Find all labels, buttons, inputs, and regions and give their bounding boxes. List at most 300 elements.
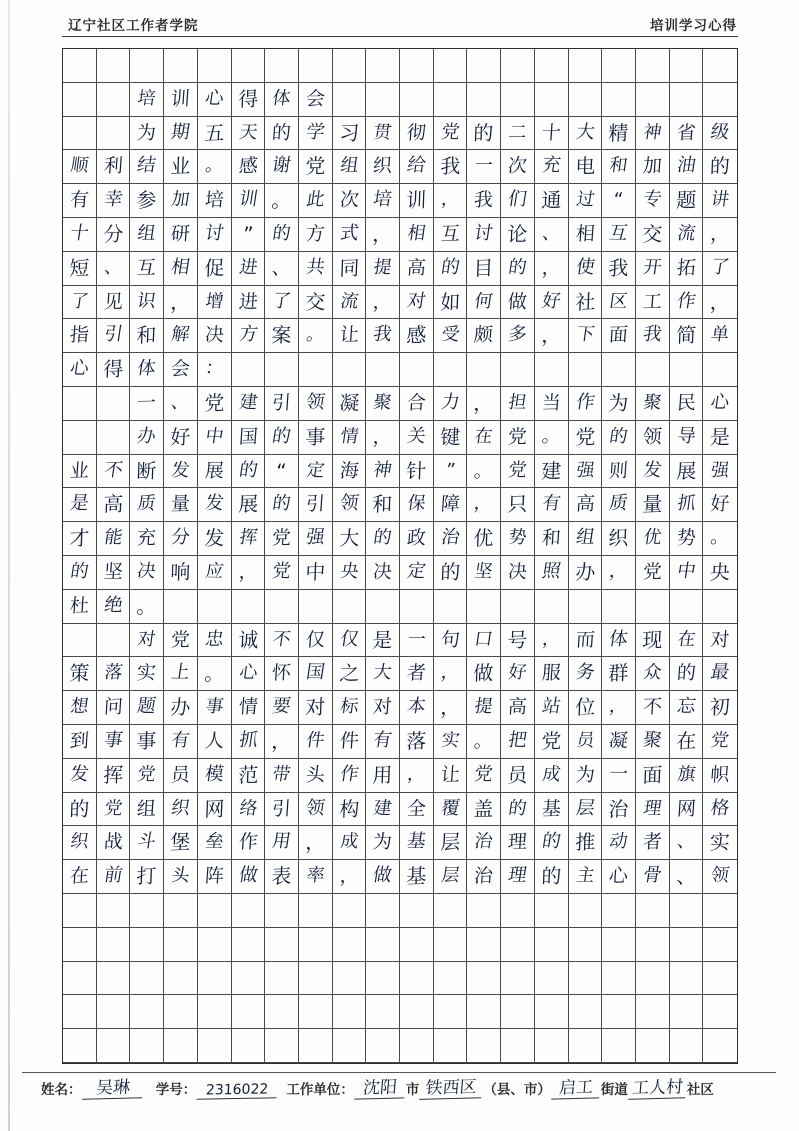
grid-cell — [299, 725, 333, 759]
handwritten-character: 中 — [304, 560, 326, 585]
handwritten-character: 帜 — [709, 763, 731, 786]
grid-cell — [703, 319, 737, 353]
grid-cell — [636, 455, 670, 489]
handwritten-character: 员 — [574, 730, 596, 752]
grid-cell — [265, 184, 299, 218]
handwritten-character: 我 — [641, 324, 664, 346]
grid-cell — [299, 995, 333, 1029]
grid-cell — [636, 1029, 670, 1063]
grid-cell — [636, 117, 670, 151]
grid-cell — [636, 995, 670, 1029]
handwritten-character: 天 — [237, 121, 259, 144]
grid-cell — [467, 387, 501, 421]
handwritten-character: 的 — [271, 121, 292, 144]
grid-cell — [467, 691, 501, 725]
handwritten-character: 党 — [102, 797, 124, 820]
handwritten-character: 五 — [203, 120, 225, 146]
grid-cell — [333, 421, 367, 455]
grid-cell — [299, 793, 333, 827]
handwritten-character: 担 — [507, 392, 528, 414]
grid-cell — [198, 455, 232, 489]
handwritten-character: 响 — [170, 560, 191, 585]
handwritten-character: 发 — [68, 763, 91, 786]
grid-cell — [602, 455, 636, 489]
grid-cell — [299, 353, 333, 387]
handwritten-character: 事 — [304, 424, 326, 450]
handwritten-character: 盖 — [473, 796, 495, 822]
grid-cell — [198, 1029, 232, 1063]
grid-cell — [366, 286, 400, 320]
grid-cell — [400, 522, 434, 556]
grid-cell — [670, 353, 704, 387]
grid-cell — [400, 691, 434, 725]
grid-cell — [670, 928, 704, 962]
grid-cell — [164, 657, 198, 691]
grid-cell — [670, 962, 704, 996]
grid-cell — [366, 319, 400, 353]
handwritten-character: 上 — [169, 662, 192, 684]
handwritten-character: 的 — [68, 796, 90, 822]
grid-cell — [400, 556, 434, 590]
handwritten-character: 的 — [507, 257, 528, 279]
grid-cell — [130, 1029, 164, 1063]
grid-cell — [63, 319, 97, 353]
handwritten-character: 件 — [338, 729, 360, 753]
grid-cell — [164, 860, 198, 894]
handwritten-character: 势 — [507, 527, 528, 549]
grid-cell — [97, 1029, 131, 1063]
grid-cell — [232, 218, 266, 252]
handwritten-character: 治 — [608, 796, 629, 822]
handwritten-character: 用 — [270, 831, 293, 853]
grid-cell — [333, 488, 367, 522]
handwritten-character: 领 — [304, 392, 327, 414]
handwritten-character: 忘 — [675, 696, 697, 718]
grid-cell — [366, 590, 400, 624]
handwritten-character: 现 — [641, 627, 663, 653]
grid-cell — [198, 624, 232, 658]
grid-cell — [670, 860, 704, 894]
handwritten-character: 者 — [406, 662, 427, 685]
handwritten-character: 流 — [675, 223, 697, 245]
grid-cell — [164, 691, 198, 725]
grid-cell — [198, 117, 232, 151]
grid-cell — [63, 49, 97, 83]
grid-cell — [63, 387, 97, 421]
handwritten-character: ， — [405, 764, 427, 786]
grid-cell — [636, 150, 670, 184]
grid-cell — [501, 319, 535, 353]
handwritten-character: 提 — [372, 257, 394, 279]
grid-cell — [535, 962, 569, 996]
grid-cell — [602, 759, 636, 793]
handwritten-character: 对 — [709, 628, 731, 651]
grid-cell — [232, 657, 266, 691]
handwritten-character: 了 — [709, 256, 732, 279]
grid-cell — [670, 894, 704, 928]
grid-cell — [130, 421, 164, 455]
grid-cell — [434, 49, 468, 83]
handwritten-character: 力 — [439, 392, 461, 414]
handwritten-character: 件 — [304, 730, 326, 752]
grid-cell — [434, 759, 468, 793]
handwritten-character: 一 — [136, 391, 158, 415]
grid-cell — [636, 319, 670, 353]
grid-cell — [703, 826, 737, 860]
grid-cell — [333, 150, 367, 184]
grid-cell — [535, 522, 569, 556]
handwritten-character: 我 — [608, 255, 629, 281]
street-value[interactable]: 启工 — [551, 1079, 601, 1100]
grid-cell — [232, 556, 266, 590]
grid-cell — [333, 995, 367, 1029]
grid-cell — [703, 556, 737, 590]
grid-cell — [366, 691, 400, 725]
grid-cell — [400, 319, 434, 353]
grid-cell — [63, 421, 97, 455]
grid-cell — [434, 286, 468, 320]
grid-cell — [636, 894, 670, 928]
grid-cell — [400, 624, 434, 658]
grid-cell — [467, 793, 501, 827]
handwritten-character: 和 — [540, 526, 562, 550]
grid-cell — [299, 657, 333, 691]
handwritten-character: 为 — [574, 763, 596, 786]
grid-cell — [333, 49, 367, 83]
grid-cell — [535, 1029, 569, 1063]
handwritten-character: 治 — [439, 527, 461, 549]
grid-cell — [569, 962, 603, 996]
handwritten-character: 实 — [136, 662, 158, 685]
grid-cell — [703, 590, 737, 624]
grid-cell — [299, 962, 333, 996]
handwritten-character: ， — [372, 290, 393, 313]
grid-cell — [299, 556, 333, 590]
grid-cell — [569, 928, 603, 962]
grid-cell — [636, 928, 670, 962]
grid-cell — [501, 928, 535, 962]
handwritten-character: 发 — [203, 526, 225, 551]
grid-cell — [164, 286, 198, 320]
handwritten-character: 了 — [270, 290, 293, 312]
grid-cell — [467, 184, 501, 218]
grid-cell — [400, 759, 434, 793]
grid-cell — [265, 894, 299, 928]
handwritten-character: 动 — [608, 831, 630, 853]
grid-cell — [602, 117, 636, 151]
grid-cell — [333, 387, 367, 421]
handwritten-character: 使 — [574, 256, 596, 279]
grid-cell — [400, 218, 434, 252]
handwritten-character: 的 — [372, 527, 394, 549]
manuscript-grid-sheet — [62, 48, 738, 1064]
grid-cell — [265, 218, 299, 252]
handwritten-character: 引 — [271, 797, 292, 820]
handwritten-character: 办 — [574, 560, 596, 585]
handwritten-character: 党 — [540, 729, 562, 754]
grid-cell — [535, 49, 569, 83]
grid-cell — [467, 353, 501, 387]
grid-cell — [400, 150, 434, 184]
handwritten-character: 利 — [102, 155, 124, 178]
handwritten-character: ， — [304, 830, 326, 856]
grid-cell — [63, 657, 97, 691]
handwritten-character: 治 — [473, 864, 495, 888]
handwritten-character: 和 — [372, 492, 394, 518]
handwritten-character: 一 — [473, 155, 495, 177]
grid-cell — [703, 387, 737, 421]
grid-cell — [670, 49, 704, 83]
grid-cell — [265, 826, 299, 860]
handwritten-character: 。 — [136, 593, 158, 619]
handwritten-character: 中 — [675, 561, 697, 583]
handwritten-character: 不 — [102, 459, 124, 481]
grid-cell — [366, 624, 400, 658]
grid-cell — [703, 150, 737, 184]
handwritten-character: 体 — [607, 628, 630, 650]
handwritten-character: 前 — [102, 865, 124, 887]
handwritten-character: 充 — [540, 155, 563, 177]
grid-cell — [434, 590, 468, 624]
grid-cell — [535, 894, 569, 928]
handwritten-character: 组 — [136, 223, 158, 245]
grid-cell — [265, 421, 299, 455]
grid-cell — [164, 455, 198, 489]
grid-cell — [97, 286, 131, 320]
grid-cell — [636, 252, 670, 286]
grid-cell — [569, 691, 603, 725]
grid-cell — [535, 252, 569, 286]
grid-cell — [434, 556, 468, 590]
grid-cell — [232, 759, 266, 793]
handwritten-character: 好 — [507, 662, 528, 684]
handwritten-character: 优 — [473, 526, 495, 551]
grid-cell — [535, 286, 569, 320]
grid-cell — [333, 928, 367, 962]
handwritten-character: 率 — [304, 865, 326, 887]
handwritten-character: 分 — [169, 527, 192, 549]
grid-cell — [265, 995, 299, 1029]
grid-cell — [501, 590, 535, 624]
grid-cell — [63, 117, 97, 151]
handwritten-character: 关 — [405, 425, 428, 448]
handwritten-character: 习 — [338, 120, 360, 146]
student-id-label: 学号： — [155, 1082, 197, 1098]
handwritten-character: 培 — [136, 88, 158, 110]
grid-cell — [602, 150, 636, 184]
grid-cell — [198, 995, 232, 1029]
grid-cell — [97, 962, 131, 996]
grid-cell — [467, 455, 501, 489]
handwritten-character: 范 — [237, 762, 259, 788]
handwritten-character: 为 — [136, 121, 158, 144]
handwritten-character: 。 — [304, 324, 326, 346]
footer-fields-row — [40, 1078, 715, 1099]
grid-cell — [569, 252, 603, 286]
handwritten-character: ， — [237, 560, 259, 584]
handwritten-character: 实 — [439, 730, 461, 752]
grid-cell — [703, 455, 737, 489]
grid-cell — [602, 252, 636, 286]
grid-cell — [569, 387, 603, 421]
grid-cell — [636, 184, 670, 218]
handwritten-character: 定 — [405, 561, 428, 583]
grid-cell — [467, 522, 501, 556]
handwritten-character: ， — [372, 222, 394, 247]
grid-cell — [467, 962, 501, 996]
grid-cell — [636, 286, 670, 320]
grid-cell — [232, 455, 266, 489]
grid-cell — [467, 218, 501, 252]
grid-cell — [232, 252, 266, 286]
grid-cell — [670, 252, 704, 286]
grid-cell — [366, 759, 400, 793]
handwritten-character: 聚 — [641, 730, 664, 752]
grid-cell — [400, 962, 434, 996]
handwritten-character: 次 — [338, 188, 360, 212]
handwritten-character: 表 — [271, 864, 292, 889]
grid-cell — [164, 488, 198, 522]
grid-cell — [164, 590, 198, 624]
handwritten-character: 领 — [338, 493, 360, 515]
grid-cell — [366, 252, 400, 286]
grid-cell — [366, 522, 400, 556]
grid-cell — [467, 995, 501, 1029]
handwritten-character: 得 — [102, 357, 124, 382]
grid-cell — [198, 387, 232, 421]
handwritten-character: 海 — [338, 459, 360, 482]
grid-cell — [97, 218, 131, 252]
handwritten-character: 交 — [304, 289, 326, 315]
handwritten-character: ， — [608, 561, 630, 583]
grid-cell — [703, 759, 737, 793]
grid-cell — [130, 691, 164, 725]
grid-cell — [569, 793, 603, 827]
grid-cell — [400, 793, 434, 827]
grid-cell — [467, 657, 501, 691]
grid-cell — [636, 421, 670, 455]
grid-cell — [501, 691, 535, 725]
grid-cell — [467, 556, 501, 590]
grid-cell — [501, 421, 535, 455]
handwritten-character: 展 — [203, 459, 225, 482]
grid-cell — [535, 995, 569, 1029]
handwritten-character: 覆 — [439, 797, 461, 819]
handwritten-character: 好 — [709, 493, 731, 516]
grid-cell — [97, 759, 131, 793]
grid-cell — [130, 556, 164, 590]
grid-cell — [703, 793, 737, 827]
grid-cell — [535, 860, 569, 894]
handwritten-character: 大 — [338, 526, 360, 551]
grid-cell — [130, 150, 164, 184]
handwritten-character: 。 — [203, 155, 225, 177]
handwritten-character: 识 — [136, 290, 158, 312]
handwritten-character: 民 — [675, 391, 697, 415]
grid-cell — [636, 793, 670, 827]
grid-cell — [97, 995, 131, 1029]
handwritten-character: 感 — [237, 155, 259, 178]
grid-cell — [130, 793, 164, 827]
grid-cell — [569, 286, 603, 320]
grid-cell — [299, 894, 333, 928]
handwritten-character: 事 — [136, 729, 158, 754]
grid-cell — [535, 928, 569, 962]
handwritten-character: 我 — [439, 154, 461, 180]
grid-cell — [164, 928, 198, 962]
grid-cell — [63, 150, 97, 184]
grid-cell — [400, 83, 434, 117]
grid-cell — [366, 150, 400, 184]
name-value[interactable]: 吴琳 — [82, 1079, 144, 1100]
grid-cell — [366, 184, 400, 218]
grid-cell — [569, 1029, 603, 1063]
handwritten-character: 治 — [473, 831, 495, 853]
grid-cell — [602, 49, 636, 83]
grid-cell — [636, 83, 670, 117]
handwritten-character: 体 — [271, 88, 293, 110]
handwritten-character: 量 — [170, 493, 191, 516]
city-value[interactable]: 沈阳 — [354, 1079, 406, 1100]
handwritten-character: 理 — [506, 865, 529, 887]
grid-cell — [265, 117, 299, 151]
handwritten-character: 要 — [270, 696, 293, 718]
student-id-value[interactable]: 2316022 — [197, 1082, 278, 1100]
grid-cell — [569, 995, 603, 1029]
grid-cell — [434, 184, 468, 218]
grid-cell — [265, 759, 299, 793]
grid-cell — [670, 150, 704, 184]
grid-cell — [333, 725, 367, 759]
header-divider — [62, 36, 738, 37]
grid-cell — [400, 252, 434, 286]
district-value[interactable]: 铁西区 — [420, 1078, 484, 1099]
grid-cell — [569, 556, 603, 590]
grid-cell — [569, 488, 603, 522]
handwritten-character: 头 — [305, 763, 326, 786]
handwritten-character: 骨 — [641, 865, 664, 887]
grid-cell — [602, 624, 636, 658]
handwritten-character: 的 — [507, 797, 528, 820]
grid-cell — [467, 624, 501, 658]
grid-cell — [703, 657, 737, 691]
grid-cell — [63, 691, 97, 725]
grid-cell — [265, 49, 299, 83]
handwritten-character: 引 — [305, 493, 326, 516]
handwritten-character: 情 — [237, 695, 259, 719]
handwritten-character: 研 — [170, 222, 191, 246]
grid-cell — [97, 556, 131, 590]
handwritten-character: 的 — [68, 561, 90, 583]
handwritten-character: 会 — [305, 87, 326, 110]
handwritten-character: 党 — [136, 764, 158, 786]
grid-cell — [535, 759, 569, 793]
grid-cell — [299, 1029, 333, 1063]
grid-cell — [636, 353, 670, 387]
grid-cell — [400, 928, 434, 962]
community-value[interactable]: 工人村 — [628, 1079, 687, 1100]
grid-cell — [400, 657, 434, 691]
handwritten-character: 参 — [136, 188, 158, 213]
grid-cell — [232, 725, 266, 759]
handwritten-character: 幸 — [102, 189, 124, 211]
grid-cell — [366, 455, 400, 489]
grid-cell — [232, 286, 266, 320]
handwritten-character: 织 — [68, 831, 90, 853]
header-document-type: 培训学习心得 — [650, 18, 737, 34]
grid-cell — [501, 455, 535, 489]
handwritten-character: 论 — [507, 222, 528, 247]
